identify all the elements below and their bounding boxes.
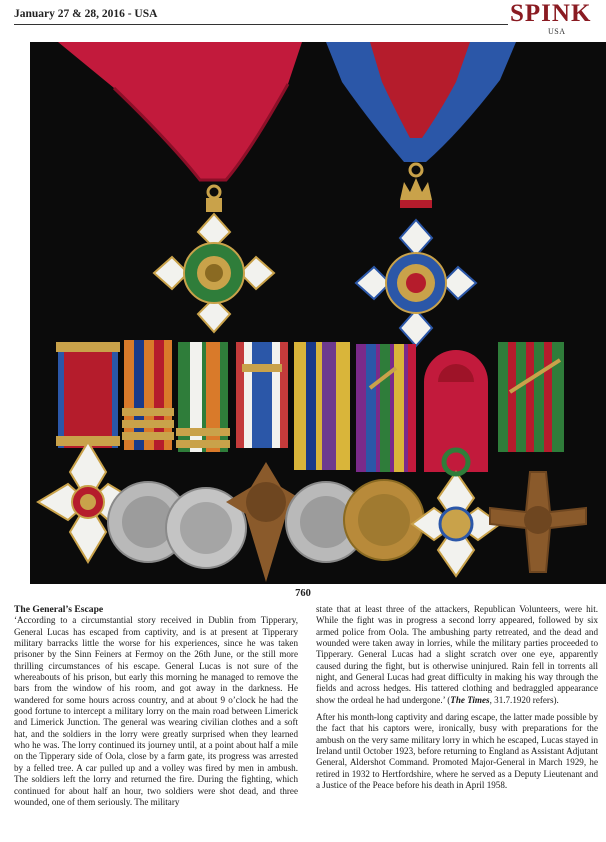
- page-number: 760: [295, 588, 311, 599]
- article-paragraph: After his month-long captivity and daring escape, the latter made possible by the fact that his captors were, ironically, busy with preparations for the ambush on the very same military lorry in which he escaped, Lucas stayed in Ireland until October 1923, before returning to England as Assistant Adjutant General, Aldershot Command. Promoted Major-General in March 1929, he retired in 1932 to Hertfordshire, where he served as a Deputy Lieutenant and a Justice of the Peace before his death in April 1958.: [316, 712, 598, 791]
- citation-source: The Times: [450, 694, 490, 705]
- medals-photo: [30, 42, 606, 584]
- article-text: state that at least three of the attackers, Republican Volunteers, were hit. While the fight was in progress a second lorry appeared, followed by six armed police from Oola. The ambushing party retreated, and the dead and wounded were taken away in lorries, while the military parties proceeded to Tipperary. General Lucas had a slight scratch over one eye, apparently caused during the fight, but is otherwise uninjured. Rain fell in torrents all night, and General Lucas had great difficulty in making his way through the fields and across hedges. His tattered clothing and bedraggled appearance show the ordeal he had undergone.’ (: [316, 604, 598, 705]
- citation-reference: , 31.7.1920 refers).: [489, 694, 559, 705]
- article-column-right: [316, 604, 598, 798]
- sale-date-header: January 27 & 28, 2016 - USA: [14, 8, 158, 20]
- article-paragraph: ‘According to a circumstantial story received in Dublin from Tipperary, General Lucas has escaped from captivity, and is at present at Tipperary military barracks little the worse for his experiences, since he was taken prisoner by the Sinn Feiners at Fermoy on the 26th June, or the still more thrilling circumstances of his escape. General Lucas is not sure of the whereabouts of his prison, but early this morning he managed to remove the bars from the window of his room, and got away in the darkness. He wandered for some hours across country, and at about 9 o’clock he had the good fortune to intercept a military lorry on the main road between Limerick and Limerick Junction. The general was wearing civilian clothes and a soft hat, and the soldiers in the lorry were greatly surprised when they learned who he was. The lorry continued its journey until, at a point about half a mile on the Tipperary side of Oola, close by a farm gate, its progress was arrested by a felled tree. A car pulled up and a volley was fired by men in ambush. The soldiers left the lorry and returned the fire. During the fighting, which continued for about half an hour, two soldiers were shot dead, and three wounded, one of them seriously. The military: [14, 615, 298, 807]
- spink-logo: SPINK: [510, 0, 592, 27]
- article-paragraph: [316, 604, 598, 706]
- article-title: The General’s Escape: [14, 604, 104, 615]
- article-column-left: [14, 604, 298, 814]
- spink-logo-subtitle: USA: [548, 27, 566, 36]
- header-divider: [14, 24, 508, 25]
